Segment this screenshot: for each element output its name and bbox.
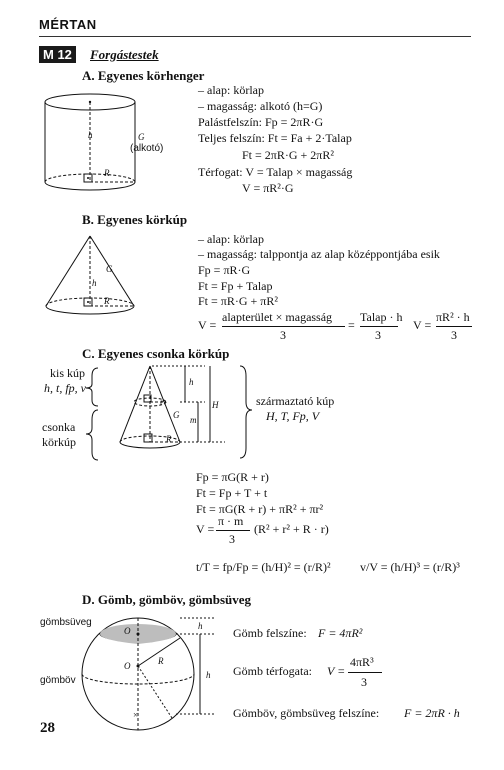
d-ov-label: Gömböv, gömbsüveg felszíne:: [233, 706, 380, 720]
b-line-3: Ft = Fp + Talap: [198, 279, 273, 293]
c-R-label: R: [166, 434, 172, 444]
c-szarmaztato: származtató kúp: [256, 394, 335, 408]
a-line-5: Térfogat: V = Talap × magasság: [198, 165, 353, 179]
section-b-title: B. Egyenes körkúp: [82, 212, 188, 227]
b-vol-bar: [222, 326, 345, 327]
c-szarmaztato-vars: H, T, Fp, V: [266, 409, 320, 423]
b-vol-num: alapterület × magasság: [222, 310, 333, 324]
b-line-1: – magasság: talppontja az alap középpontjába esik: [198, 247, 440, 261]
cyl-R-label: R: [104, 168, 110, 178]
c-kis-kup: kis kúp: [50, 366, 86, 380]
b-line-0: – alap: körlap: [198, 232, 264, 246]
cone-h-label: h: [92, 278, 97, 288]
d-O-label: O: [124, 661, 131, 671]
a-line-6: V = πR²·G: [242, 181, 294, 195]
cone-R-label: R: [104, 296, 110, 306]
b-vol2-den: 3: [375, 328, 381, 342]
section-d-title: D. Gömb, gömböv, gömbsüveg: [82, 592, 252, 607]
d-ov-formula: F = 2πR · h: [404, 706, 460, 720]
b-vol2-num: Talap · h: [360, 310, 403, 324]
d-terfogat-bar: [348, 672, 382, 673]
c-vol-num: π · m: [218, 514, 244, 528]
d-gombsuveg: gömbsüveg: [40, 617, 92, 628]
cyl-alkoto-note: (alkotó): [130, 143, 164, 154]
c-csonka: csonka: [42, 420, 76, 434]
a-line-1: – magasság: alkotó (h=G): [198, 99, 323, 113]
c-h-label: h: [189, 377, 194, 387]
d-h-label: h: [206, 670, 211, 680]
d-felszin-label: Gömb felszíne:: [233, 626, 307, 640]
d-felszin-formula: F = 4πR²: [318, 626, 363, 640]
d-terfogat-left: V =: [327, 664, 346, 678]
a-line-0: – alap: körlap: [198, 83, 264, 97]
d-gombov: gömböv: [40, 675, 76, 686]
b-line-2: Fp = πR·G: [198, 263, 251, 277]
page-number: 28: [40, 720, 55, 736]
d-terfogat-num: 4πR³: [350, 655, 374, 669]
c-vol-den: 3: [229, 532, 235, 546]
svg-text:×: ×: [133, 710, 139, 720]
cone-G-label: G: [106, 264, 113, 274]
section-a-title: A. Egyenes körhenger: [82, 68, 205, 83]
c-formula-2: Ft = πG(R + r) + πR² + πr²: [196, 502, 324, 516]
c-vol-rest: (R² + r² + R · r): [254, 522, 329, 536]
d-terfogat-den: 3: [361, 675, 367, 689]
header-rule: [39, 36, 471, 37]
frustum-figure: [80, 362, 250, 462]
a-line-4: Ft = 2πR·G + 2πR²: [242, 148, 334, 162]
d-terfogat-label: Gömb térfogata:: [233, 664, 312, 678]
c-ratio-1: t/T = fp/Fp = (h/H)² = (r/R)²: [196, 560, 331, 574]
running-header: MÉRTAN: [39, 17, 97, 32]
c-ratio-2: v/V = (h/H)³ = (r/R)³: [360, 560, 460, 574]
b-vol3-den: 3: [451, 328, 457, 342]
b-vol-left: V =: [198, 318, 217, 332]
d-O1-label: O: [124, 626, 131, 636]
chapter-code: M 12: [39, 46, 76, 63]
c-H-label: H: [212, 400, 219, 410]
b-vol2-bar: [360, 326, 398, 327]
chapter-title: Forgástestek: [90, 47, 159, 62]
b-vol3-bar: [436, 326, 472, 327]
c-G-label: G: [173, 410, 180, 420]
b-vol3-left: V =: [413, 318, 432, 332]
cyl-G-label: G: [138, 132, 145, 142]
c-vol-left: V =: [196, 522, 215, 536]
b-line-4: Ft = πR·G + πR²: [198, 294, 278, 308]
d-h-top-label: h: [198, 621, 203, 631]
c-vol-bar: [216, 530, 250, 531]
c-formula-0: Fp = πG(R + r): [196, 470, 269, 484]
c-r-label: r: [160, 397, 164, 407]
b-vol3-num: πR² · h: [436, 310, 470, 324]
c-formula-1: Ft = Fp + T + t: [196, 486, 268, 500]
cyl-h-label: h: [88, 130, 93, 140]
c-m-label: m: [190, 415, 197, 425]
c-korkup: körkúp: [42, 435, 76, 449]
d-R-label: R: [158, 656, 164, 666]
a-line-3: Teljes felszín: Ft = Fa + 2·Talap: [198, 131, 352, 145]
section-c-title: C. Egyenes csonka körkúp: [82, 346, 230, 361]
c-kis-kup-vars: h, t, fp, v: [44, 381, 86, 395]
a-line-2: Palástfelszín: Fp = 2πR·G: [198, 115, 324, 129]
cone-figure: [40, 232, 150, 322]
b-vol-den: 3: [280, 328, 286, 342]
b-vol-eq: =: [348, 318, 355, 332]
